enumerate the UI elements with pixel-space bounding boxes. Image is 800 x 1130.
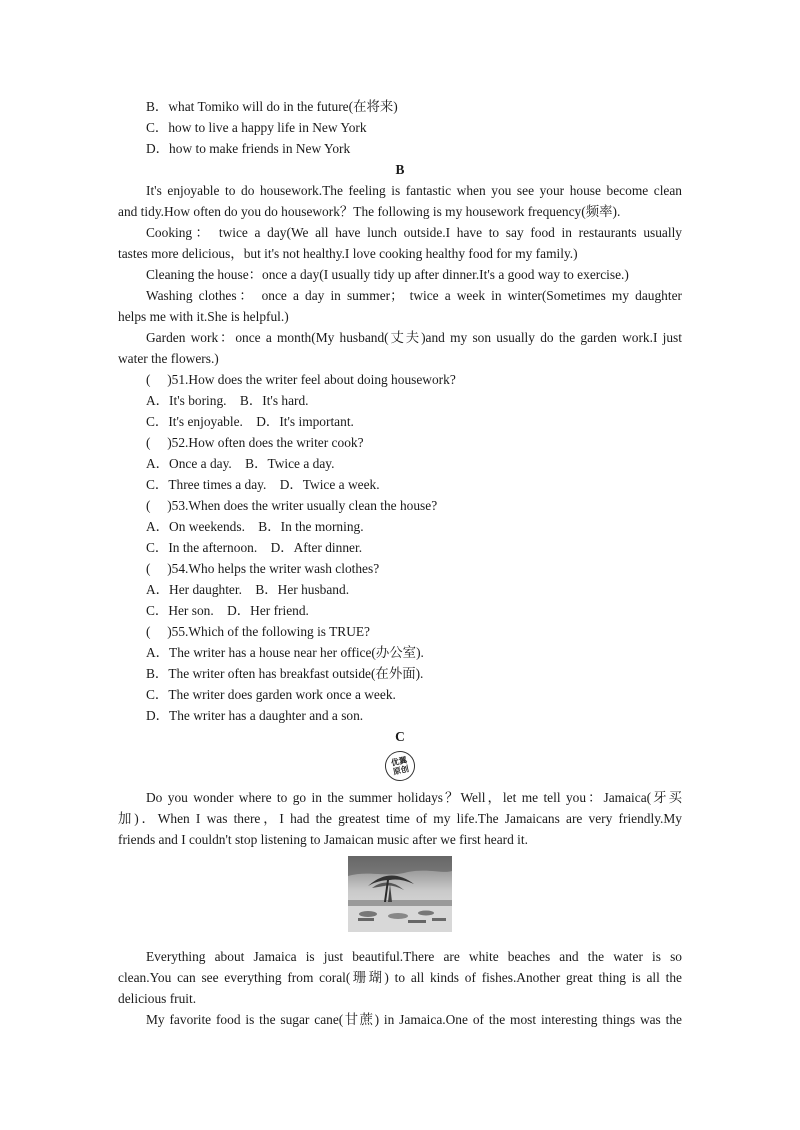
text-line: water the flowers.) (118, 351, 219, 366)
answer-option-c: C．The writer does garden work once a week. (146, 687, 396, 702)
option-c: C．how to live a happy life in New York (146, 120, 367, 135)
question-51 (118, 369, 682, 432)
text-line: Washing clothes： once a day in summer； twice a week in winter(Sometimes my daughter (146, 288, 682, 303)
text-line: tastes more delicious，but it's not healthy.I love cooking healthy food for my family.) (118, 246, 578, 261)
question-53 (118, 495, 682, 558)
worksheet-page (118, 96, 682, 1030)
previous-question-options (118, 96, 682, 159)
answer-option-b: B．The writer often has breakfast outside(在外面). (146, 666, 424, 681)
option-d: D．how to make friends in New York (146, 141, 351, 156)
answer-options: A．It's boring. B．It's hard. (146, 393, 309, 408)
text-line: Do you wonder where to go in the summer holidays？Well，let me tell you：Jamaica(牙买 (146, 790, 682, 805)
text-line: Cooking： twice a day(We all have lunch outside.I have to say food in restaurants usually (146, 225, 682, 240)
section-c-heading: C (395, 729, 405, 744)
passage-c-paragraph-2 (118, 946, 682, 1009)
original-stamp-icon (382, 748, 418, 784)
text-line: and tidy.How often do you do housework？The following is my housework frequency(频率). (118, 204, 621, 219)
option-b: B．what Tomiko will do in the future(在将来) (146, 99, 398, 114)
question-52 (118, 432, 682, 495)
question-54 (118, 558, 682, 621)
passage-b-cleaning (118, 264, 682, 285)
answer-option-a: A．The writer has a house near her office(办公室). (146, 645, 424, 660)
answer-options: C．Three times a day. D．Twice a week. (146, 477, 380, 492)
section-b-heading: B (395, 162, 405, 177)
answer-options: A．On weekends. B．In the morning. (146, 519, 364, 534)
passage-c-paragraph-3 (118, 1009, 682, 1030)
question-stem: ( )55.Which of the following is TRUE? (146, 624, 371, 639)
passage-b-washing (118, 285, 682, 327)
text-line: Cleaning the house：once a day(I usually tidy up after dinner.It's a good way to exercise.) (146, 267, 629, 282)
text-line: Everything about Jamaica is just beautiful.There are white beaches and the water is so (146, 949, 682, 964)
answer-options: C．In the afternoon. D．After dinner. (146, 540, 363, 555)
beach-photo (348, 856, 452, 932)
text-line: It's enjoyable to do housework.The feeling is fantastic when you see your house become clean (146, 183, 682, 198)
answer-options: C．Her son. D．Her friend. (146, 603, 309, 618)
photo-wrap (118, 856, 682, 932)
stamp-line: 原创 (392, 764, 410, 777)
answer-options: C．It's enjoyable. D．It's important. (146, 414, 354, 429)
text-line: My favorite food is the sugar cane(甘蔗) in Jamaica.One of the most interesting things was the (146, 1012, 682, 1027)
text-line: friends and I couldn't stop listening to Jamaican music after we first heard it. (118, 832, 528, 847)
question-stem: ( )51.How does the writer feel about doing housework? (146, 372, 456, 387)
text-line: Garden work：once a month(My husband(丈夫)and my son usually do the garden work.I just (146, 330, 682, 345)
text-line: delicious fruit. (118, 991, 197, 1006)
answer-options: A．Her daughter. B．Her husband. (146, 582, 350, 597)
question-stem: ( )53.When does the writer usually clean the house? (146, 498, 438, 513)
question-55 (118, 621, 682, 726)
passage-b-garden (118, 327, 682, 369)
text-line: 加)．When I was there，I had the greatest time of my life.The Jamaicans are very friendly.My (118, 811, 682, 826)
text-line: helps me with it.She is helpful.) (118, 309, 289, 324)
original-badge-wrap (118, 748, 682, 784)
question-stem: ( )52.How often does the writer cook? (146, 435, 364, 450)
answer-option-d: D．The writer has a daughter and a son. (146, 708, 364, 723)
passage-b-intro (118, 180, 682, 222)
passage-c-paragraph-1 (118, 787, 682, 850)
stamp-line: 优翼 (390, 755, 408, 768)
passage-b-cooking (118, 222, 682, 264)
answer-options: A．Once a day. B．Twice a day. (146, 456, 335, 471)
text-line: clean.You can see everything from coral(珊瑚) to all kinds of fishes.Another great thing is all the (118, 970, 682, 985)
question-stem: ( )54.Who helps the writer wash clothes? (146, 561, 380, 576)
